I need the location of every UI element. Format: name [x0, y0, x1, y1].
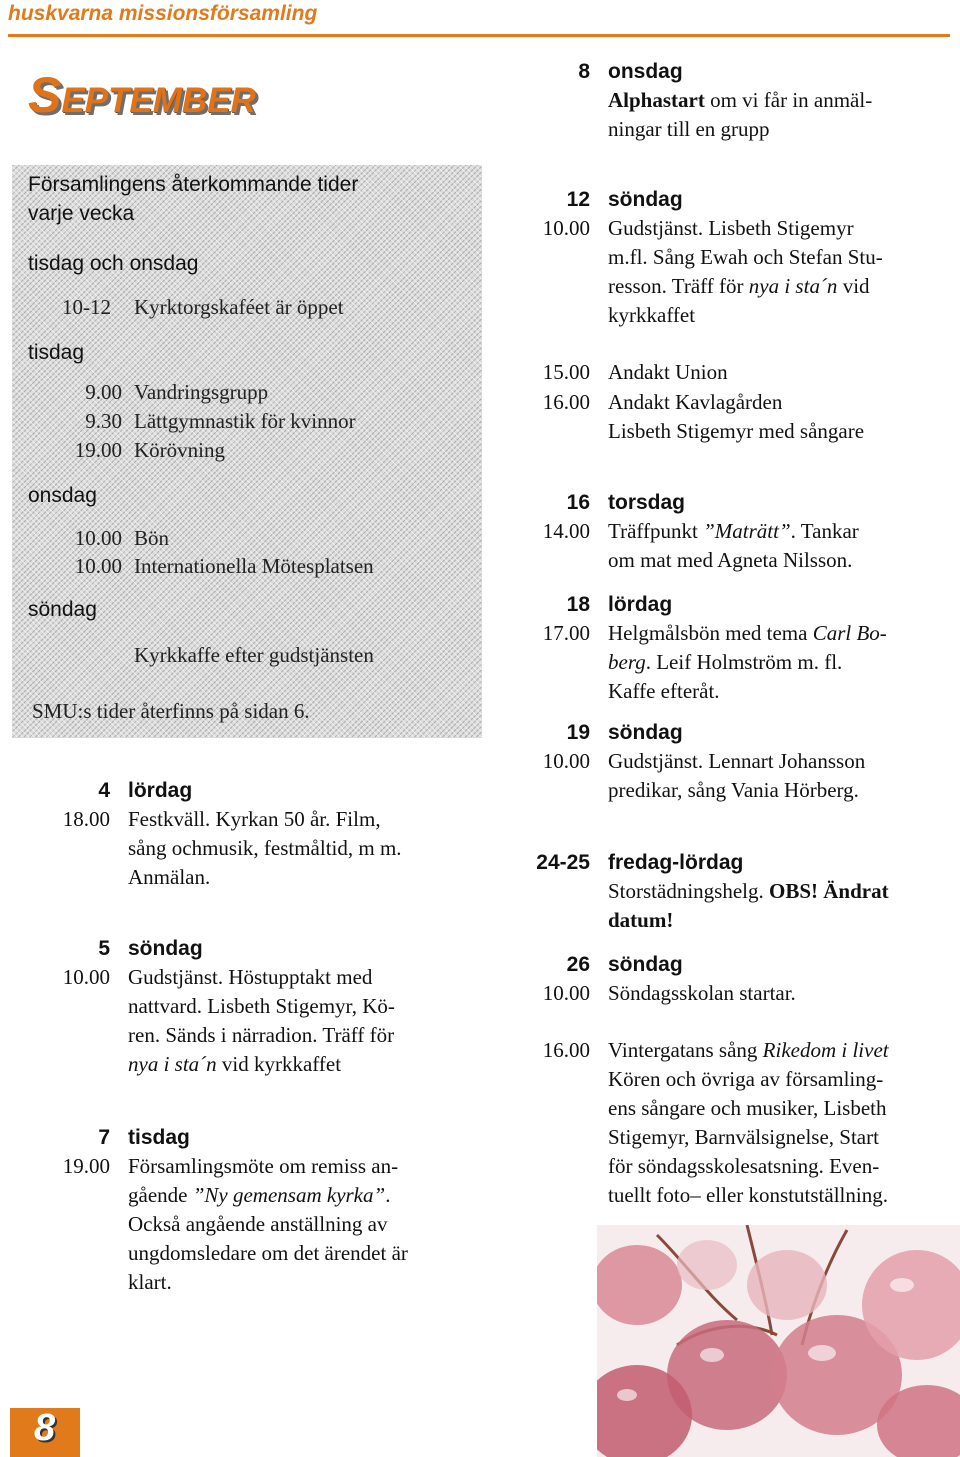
event-line: Gudstjänst. Höstupptakt med	[128, 965, 373, 989]
event-line	[128, 1050, 341, 1079]
event-line: m.fl. Sång Ewah och Stefan Stu-	[608, 245, 883, 269]
event-line: Gudstjänst. Lennart Johansson	[608, 749, 866, 773]
box-heading-2: varje vecka	[28, 202, 135, 225]
event-day: fredag-lördag	[608, 851, 744, 874]
tue-wed-heading: tisdag och onsdag	[28, 252, 199, 275]
event-date: 18	[566, 593, 590, 616]
event-date: 4	[98, 779, 110, 802]
cherries-illustration	[597, 1225, 960, 1457]
event-line: Kören och övriga av församling-	[608, 1067, 884, 1091]
event-text: . Tankar	[790, 519, 859, 543]
event-text: vid	[837, 274, 870, 298]
event-italic: berg	[608, 650, 646, 674]
event-line: ningar till en grupp	[608, 117, 770, 141]
event-date: 16	[566, 491, 590, 514]
org-header: huskvarna missionsförsamling	[8, 2, 318, 25]
event-text: .	[385, 1183, 391, 1207]
event-line: Festkväll. Kyrkan 50 år. Film,	[128, 807, 381, 831]
event-line: Stigemyr, Barnvälsignelse, Start	[608, 1125, 879, 1149]
event-italic: nya i sta´n	[128, 1052, 217, 1076]
event-italic: Carl Bo-	[812, 621, 887, 645]
event-italic: ”Maträtt”	[703, 519, 791, 543]
event-text: Helgmålsbön med tema	[608, 621, 813, 645]
event-text: Vintergatans sång	[608, 1038, 763, 1062]
event-day: torsdag	[608, 491, 686, 514]
event-line: datum!	[608, 908, 674, 932]
event-line: ren. Sänds i närradion. Träff för	[128, 1023, 395, 1047]
event-text: . Leif Holmström m. fl.	[645, 650, 843, 674]
event-time: 16.00	[542, 1038, 590, 1062]
event-text: Storstädningshelg.	[608, 879, 769, 903]
event-line: Andakt Kavlagården	[608, 390, 783, 414]
event-line: klart.	[128, 1270, 172, 1294]
event-line: om mat med Agneta Nilsson.	[608, 548, 853, 572]
event-line: Kaffe efteråt.	[608, 679, 720, 703]
event-date: 8	[578, 60, 590, 83]
event-date: 12	[566, 188, 590, 211]
event-line: Gudstjänst. Lisbeth Stigemyr	[608, 216, 854, 240]
event-time: 10.00	[542, 749, 590, 773]
page-title: September	[28, 67, 256, 123]
event-line	[128, 1181, 390, 1210]
event-line: sång ochmusik, festmåltid, m m.	[128, 836, 402, 860]
event-italic: Rikedom i livet	[762, 1038, 889, 1062]
event-day: söndag	[608, 721, 683, 744]
event-day: tisdag	[128, 1126, 190, 1149]
event-date: 7	[98, 1126, 110, 1149]
event-time: 19.00	[62, 1154, 110, 1178]
event-text: vid kyrkkaffet	[216, 1052, 342, 1076]
box-heading: Församlingens återkommande tider	[28, 173, 359, 196]
schedule-text: Kyrktorgskaféet är öppet	[134, 295, 344, 319]
event-day: söndag	[608, 953, 683, 976]
event-line	[608, 272, 870, 301]
header-rule	[8, 34, 950, 37]
event-day: lördag	[128, 779, 193, 802]
event-time: 17.00	[542, 621, 590, 645]
cherries-painting	[597, 1225, 960, 1457]
event-line	[608, 648, 842, 677]
event-line: Anmälan.	[128, 865, 211, 889]
event-line: kyrkkaffet	[608, 303, 696, 327]
event-date: 26	[566, 953, 590, 976]
smu-note: SMU:s tider återfinns på sidan 6.	[32, 699, 310, 723]
event-line	[608, 86, 872, 115]
schedule-time: 10-12	[62, 295, 111, 319]
event-line: Församlingsmöte om remiss an-	[128, 1154, 399, 1178]
schedule-text: Vandringsgrupp	[134, 380, 269, 404]
event-line: Söndagsskolan startar.	[608, 981, 796, 1005]
event-date: 24-25	[536, 851, 590, 874]
event-line: ens sångare och musiker, Lisbeth	[608, 1096, 887, 1120]
event-line: predikar, sång Vania Hörberg.	[608, 778, 859, 802]
schedule-time: 19.00	[74, 438, 122, 462]
tue-heading: tisdag	[28, 341, 85, 364]
event-time: 10.00	[62, 965, 110, 989]
event-time: 16.00	[542, 390, 590, 414]
event-bold: OBS! Ändrat	[769, 879, 889, 903]
page-number: 8	[34, 1407, 56, 1449]
schedule-text: Internationella Mötesplatsen	[134, 554, 374, 578]
event-italic: ”Ny gemensam kyrka”	[192, 1183, 386, 1207]
event-time: 18.00	[62, 807, 110, 831]
event-italic: nya i sta´n	[748, 274, 838, 298]
event-line	[608, 619, 887, 648]
event-time: 14.00	[542, 519, 590, 543]
event-line: nattvard. Lisbeth Stigemyr, Kö-	[128, 994, 395, 1018]
event-line: för söndagsskolesatsning. Even-	[608, 1154, 880, 1178]
event-time: 10.00	[542, 981, 590, 1005]
event-line: ungdomsledare om det ärendet är	[128, 1241, 408, 1265]
event-time: 15.00	[542, 360, 590, 384]
event-line: Också angående anställning av	[128, 1212, 388, 1236]
recurring-schedule-box	[12, 165, 482, 738]
event-text: gående	[128, 1183, 193, 1207]
event-text: om vi får in anmäl-	[704, 88, 873, 112]
event-line: Andakt Union	[608, 360, 728, 384]
event-line	[608, 877, 889, 906]
schedule-text: Kyrkkaffe efter gudstjänsten	[134, 643, 374, 667]
schedule-text: Bön	[134, 526, 170, 550]
event-bold: Alphastart	[608, 88, 705, 112]
schedule-time: 9.30	[85, 409, 122, 433]
event-day: onsdag	[608, 60, 683, 83]
wed-heading: onsdag	[28, 484, 97, 507]
schedule-time: 9.00	[85, 380, 122, 404]
event-date: 19	[566, 721, 590, 744]
event-date: 5	[98, 937, 110, 960]
schedule-time: 10.00	[74, 554, 122, 578]
event-text: resson. Träff för	[608, 274, 749, 298]
event-line	[608, 517, 859, 546]
event-day: söndag	[608, 188, 683, 211]
schedule-text: Lättgymnastik för kvinnor	[134, 409, 356, 433]
event-day: söndag	[128, 937, 203, 960]
event-day: lördag	[608, 593, 673, 616]
event-line	[608, 1036, 889, 1065]
event-line: Lisbeth Stigemyr med sångare	[608, 419, 865, 443]
event-time: 10.00	[542, 216, 590, 240]
schedule-text: Körövning	[134, 438, 225, 462]
event-line: tuellt foto– eller konstutställning.	[608, 1183, 888, 1207]
schedule-time: 10.00	[74, 526, 122, 550]
sun-heading: söndag	[28, 598, 97, 621]
event-text: Träffpunkt	[608, 519, 704, 543]
